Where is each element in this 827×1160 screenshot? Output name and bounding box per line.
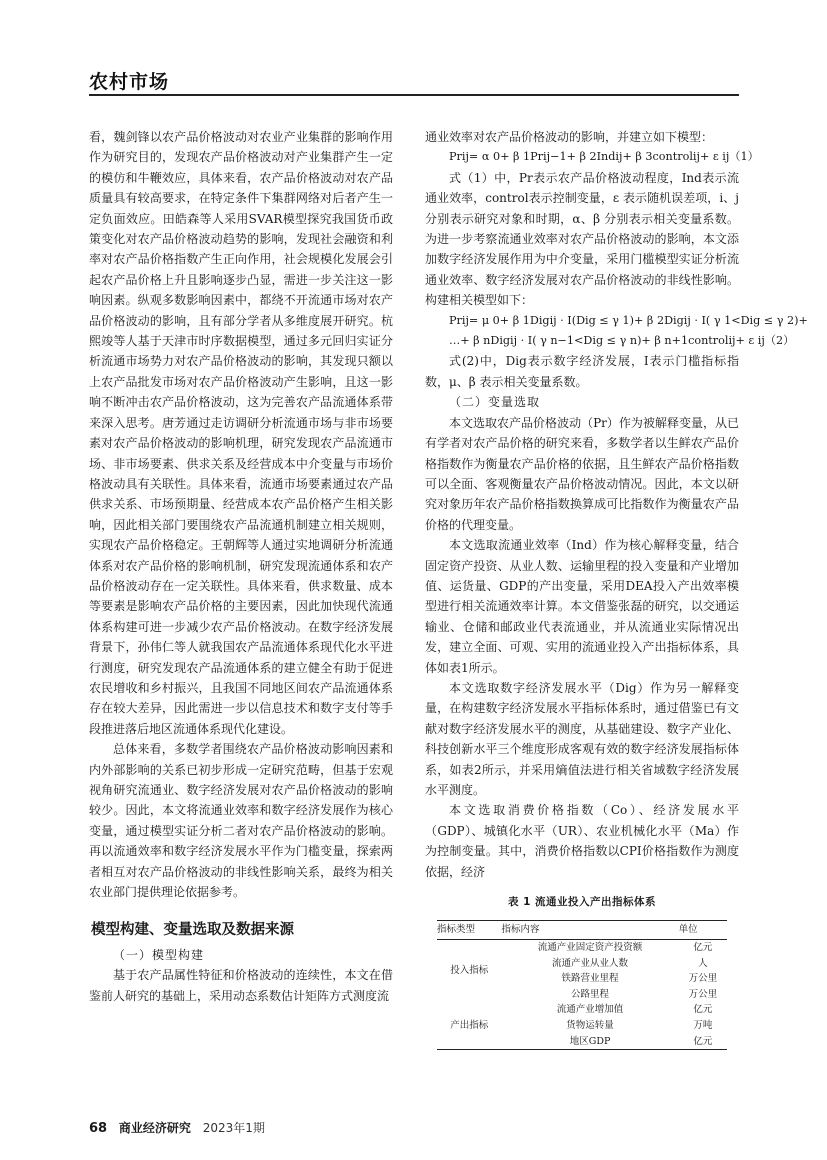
table-cell: 流通产业从业人数 bbox=[552, 957, 629, 969]
equation-2-body-2: …+ β nDigij · I( γ n−1<Dig ≤ γ n)+ β n+1controlij+ ε ij bbox=[449, 334, 765, 348]
table-group-cell: 产出指标 bbox=[437, 1002, 501, 1049]
page-number: 68 bbox=[89, 1121, 108, 1136]
body-paragraph: 本文选取流通业效率（Ind）作为核心解释变量，结合固定资产投资、从业人数、运输里程的投入变量和产业增加值、运货量、GDP的产出变量，采用DEA投入产出效率模型进行相关流通效率计算。本文借鉴张磊的研究，以交通运输业、仓储和邮政业代表流通业，并从流通业实际情况出发，建立全面、可观、实用的流通业投入产出指标体系，具体如表1所示。 bbox=[425, 538, 739, 675]
table-cell: 亿元 bbox=[693, 1004, 713, 1016]
indicator-table bbox=[437, 920, 727, 1050]
equation-number: （2） bbox=[764, 334, 795, 348]
body-paragraph: 式（1）中，Pr表示农产品价格波动程度，Ind表示流通业效率，control表示控制变量，ε 表示随机误差项，i、j分别表示研究对象和时期，α、β 分别表示相关变量系数。为进一步考察流通业效率对农产品价格波动的影响，本文添加数字经济发展作用为中介变量，采用门槛模型实证分析流通业效率、数字经济发展对农产品价格波动的非线性影响。构建相关模型如下： bbox=[425, 170, 739, 308]
table-row bbox=[437, 940, 727, 956]
equation-number: （1） bbox=[729, 150, 759, 164]
page-footer bbox=[89, 1119, 265, 1136]
subsection-title: （一）模型构建 bbox=[113, 947, 205, 962]
table-caption: 表 1 流通业投入产出指标体系 bbox=[507, 896, 657, 909]
left-column bbox=[89, 127, 393, 1006]
table-cell: 公路里程 bbox=[571, 988, 610, 1000]
equation-2-line2 bbox=[425, 331, 795, 351]
body-paragraph: 通业效率对农产品价格波动的影响，并建立如下模型： bbox=[425, 130, 714, 144]
table-row bbox=[437, 1002, 727, 1018]
table-cell: 地区GDP bbox=[501, 1034, 678, 1050]
table-cell: 万公里 bbox=[688, 988, 718, 1000]
table-cell: 亿元 bbox=[679, 1034, 727, 1050]
table-cell: 亿元 bbox=[693, 942, 713, 954]
table-cell: 万吨 bbox=[693, 1020, 713, 1031]
body-paragraph: 基于农产品属性特征和价格波动的连续性，本文在借鉴前人研究的基础上，采用动态系数估计矩阵方式测度流 bbox=[89, 968, 393, 1003]
issue-label: 2023年1期 bbox=[202, 1121, 265, 1135]
body-paragraph: 看，魏剑锋以农产品价格波动对农业产业集群的影响作用作为研究目的，发现农产品价格波动对产业集群产生一定的模仿和牛鞭效应，具体来看，农产品价格波动对农产品质量具有较高要求，在特定条件下集群网络对后者产生一定负面效应。田皓森等人采用SVAR模型探究我国货币政策变化对农产品价格波动趋势的影响，发现社会融资和利率对农产品价格指数产生正向作用，社会规模化发展会引起农产品价格上升且影响逐步凸显，需进一步关注这一影响因素。纵观多数影响因素中，都绕不开流通市场对农产品价格波动的影响，且有部分学者从多维度展开研究。杭熙竣等人基于天津市时序数据模型，通过多元回归实证分析流通市场势力对农产品价格波动的影响，其发现只额以上农产品批发市场对农产品价格波动产生影响，且这一影响不断冲击农产品价格波动，这为完善农产品流通体系带来深入思考。唐芳通过走访调研分析流通市场与非市场要素对农产品价格波动的影响机理，研究发现农产品流通市场、非市场要素、供求关系及经营成本中介变量与市场价格波动具有关联性。具体来看，流通市场要素通过农产品供求关系、市场预期量、经营成本农产品价格产生相关影响，因此相关部门要围绕农产品流通机制建立相关规则，实现农产品价格稳定。王朝辉等人通过实地调研分析流通体系对农产品价格的影响机制，研究发现流通体系和农产品价格波动存在一定关联性。具体来看，供求数量、成本等要素是影响农产品价格的主要因素，因此加快现代流通体系构建可进一步减少农产品价格波动。在数字经济发展背景下，孙伟仁等人就我国农产品流通体系现代化水平进行测度，研究发现农产品流通体系的建立健全有助于促进农民增收和乡村振兴，且我国不同地区间农产品流通体系存在较大差异，因此需进一步以信息技术和数字支付等手段推进落后地区流通体系现代化建设。 bbox=[89, 130, 393, 736]
table-group-cell: 投入指标 bbox=[450, 965, 489, 977]
section-title: 模型构建、变量选取及数据来源 bbox=[91, 922, 294, 939]
equation-1-body: Prij= α 0+ β 1Prij−1+ β 2Indij+ β 3controlij+ ε ij bbox=[449, 150, 730, 164]
table-cell: 人 bbox=[698, 957, 708, 969]
body-paragraph: 本文选取数字经济发展水平（Dig）作为另一解释变量，在构建数字经济发展水平指标体系时，通过借鉴已有文献对数字经济发展水平的测度，从基础建设、数字产业化、科技创新水平三个维度形成客观有效的数字经济发展指标体系，如表2所示，并采用熵值法进行相关省域数字经济发展水平测度。 bbox=[425, 680, 739, 797]
running-header: 农村市场 bbox=[89, 71, 170, 93]
right-column bbox=[425, 127, 808, 1050]
header-rule bbox=[89, 94, 739, 96]
table-cell: 货物运转量 bbox=[566, 1020, 614, 1031]
equation-1 bbox=[425, 147, 759, 167]
equation-2-line1 bbox=[425, 311, 808, 331]
table-header-cell: 单位 bbox=[679, 921, 727, 940]
table-header-cell: 指标类型 bbox=[437, 921, 501, 940]
table-cell: 流通产业固定资产投资额 bbox=[537, 942, 643, 954]
table-header-cell: 指标内容 bbox=[501, 921, 678, 940]
body-paragraph: 总体来看，多数学者围绕农产品价格波动影响因素和内外部影响的关系已初步形成一定研究范畴，但基于宏观视角研究流通业、数字经济发展对农产品价格波动的影响较少。因此，本文将流通业效率和数字经济发展作为核心变量，通过模型实证分析二者对农产品价格波动的影响。再以流通效率和数字经济发展水平作为门槛变量，探索两者相互对农产品价格波动的非线性影响关系，最终为相关农业部门提供理论依据参考。 bbox=[89, 742, 393, 900]
table-cell: 铁路营业里程 bbox=[561, 973, 619, 985]
table-header-row bbox=[437, 921, 727, 940]
subsection-title: （二）变量选取 bbox=[449, 395, 541, 410]
journal-name: 商业经济研究 bbox=[118, 1121, 191, 1135]
body-paragraph: 式(2)中，Dig表示数字经济发展，I表示门槛指标指数，μ、β 表示相关变量系数。 bbox=[425, 354, 739, 389]
table-cell: 流通产业增加值 bbox=[556, 1004, 624, 1016]
body-paragraph: 本文选取消费价格指数（Co）、经济发展水平（GDP）、城镇化水平（UR）、农业机械化水平（Ma）作为控制变量。其中，消费价格指数以CPI价格指数作为测度依据，经济 bbox=[425, 803, 739, 879]
table-cell: 万公里 bbox=[688, 973, 718, 985]
equation-2-body-1: Prij= μ 0+ β 1Digij · I(Dig ≤ γ 1)+ β 2Digij · I( γ 1<Dig ≤ γ 2)+ bbox=[449, 313, 808, 327]
body-paragraph: 本文选取农产品价格波动（Pr）作为被解释变量，从已有学者对农产品价格的研究来看，多数学者以生鲜农产品价格指数作为衡量农产品价格的依据，且生鲜农产品价格指数可以全面、客观衡量农产品价格波动情况。因此，本文以研究对象历年农产品价格指数换算成可比指数作为衡量农产品价格的代理变量。 bbox=[425, 415, 739, 532]
